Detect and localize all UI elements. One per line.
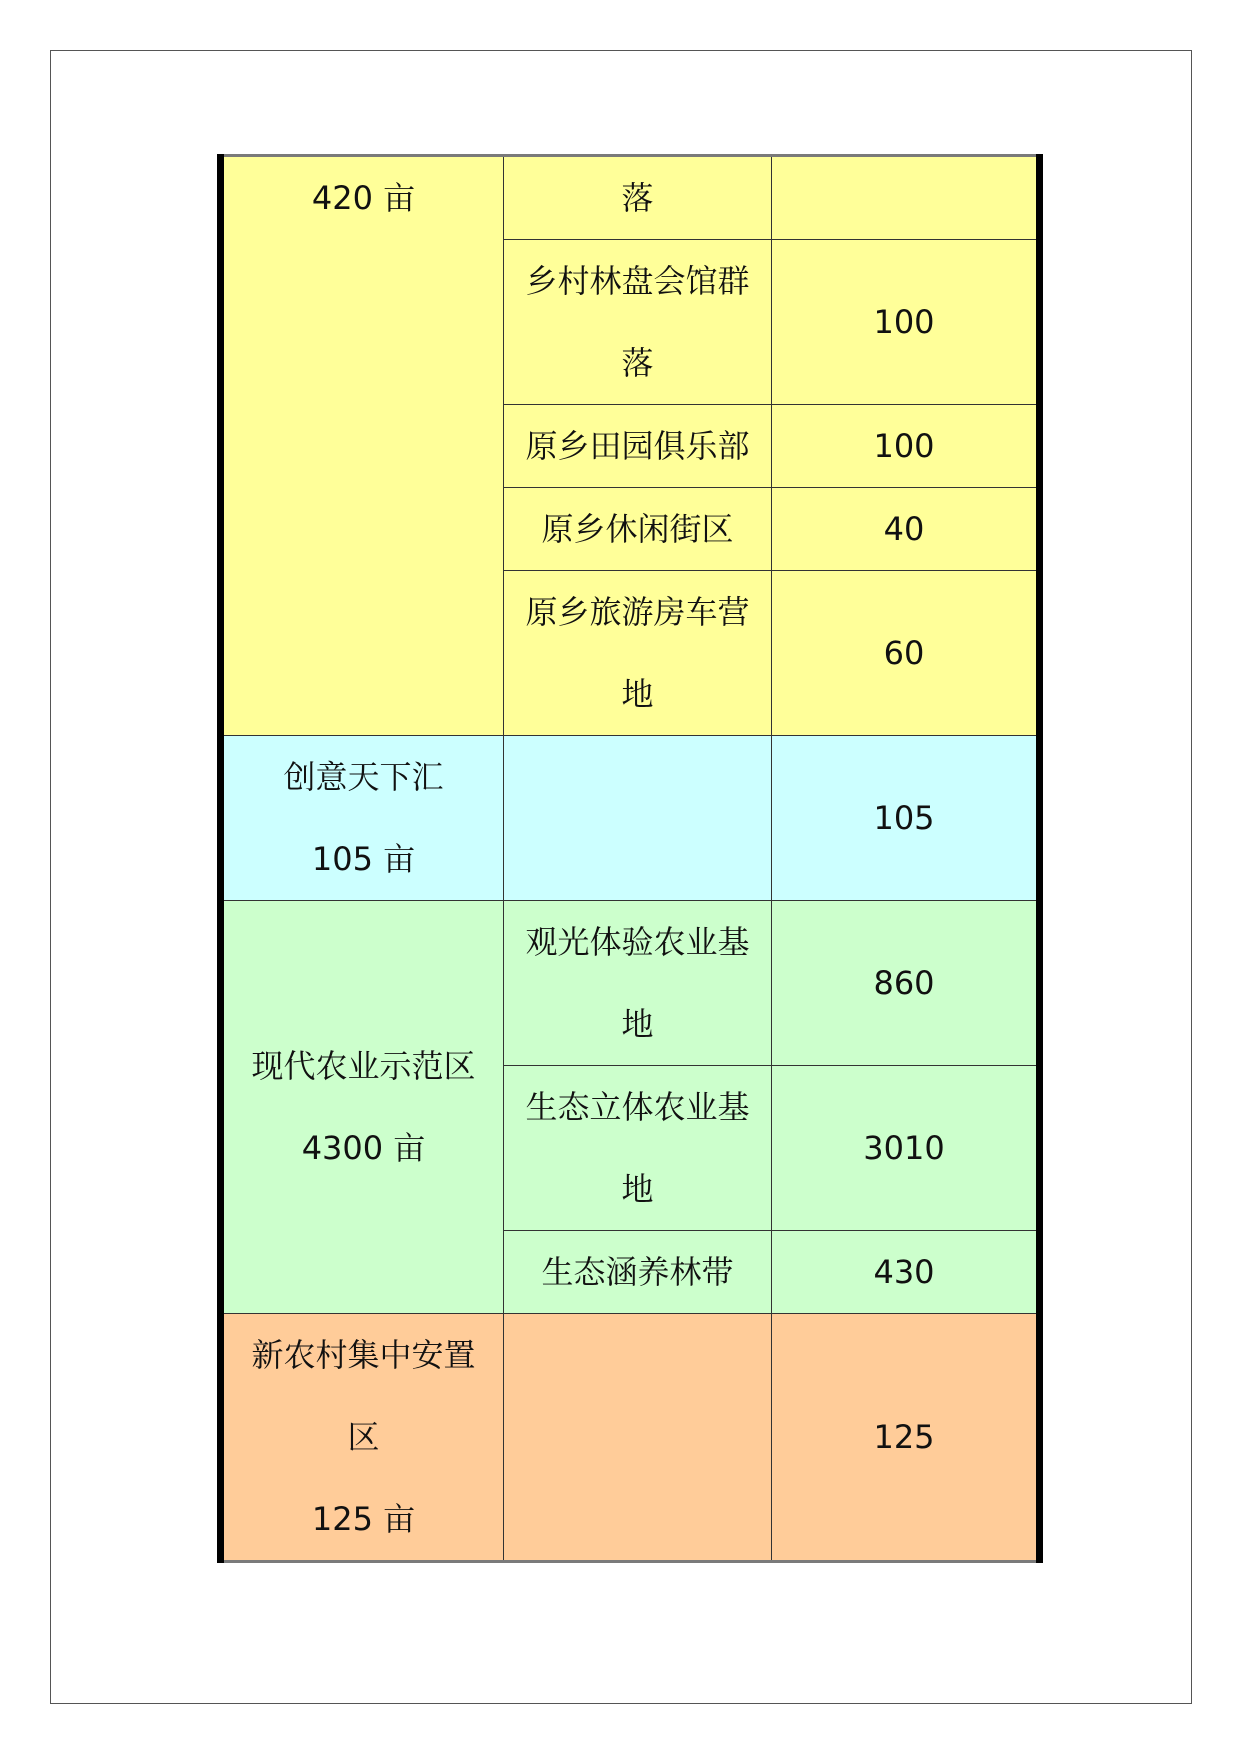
project-name: 落 <box>504 156 772 240</box>
zone-area: 420 亩 <box>311 179 416 217</box>
project-value: 3010 <box>772 1066 1040 1231</box>
table-row <box>221 156 1040 240</box>
project-value: 60 <box>772 571 1040 736</box>
land-use-table <box>217 154 1043 1563</box>
zone-cell-chuangyi: 创意天下汇 105 亩 <box>221 736 504 901</box>
project-value: 105 <box>772 736 1040 901</box>
project-value: 125 <box>772 1314 1040 1562</box>
zone-cell-xinnongcun: 新农村集中安置 区 125 亩 <box>221 1314 504 1562</box>
project-name <box>504 736 772 901</box>
zone-cell-yuanxiang <box>221 156 504 736</box>
project-name: 乡村林盘会馆群 落 <box>504 240 772 405</box>
project-value <box>772 156 1040 240</box>
project-value: 100 <box>772 240 1040 405</box>
project-name: 生态涵养林带 <box>504 1231 772 1314</box>
project-value: 40 <box>772 488 1040 571</box>
project-value: 860 <box>772 901 1040 1066</box>
zone-cell-nongye: 现代农业示范区 4300 亩 <box>221 901 504 1314</box>
project-value: 100 <box>772 405 1040 488</box>
table-row <box>221 901 1040 1066</box>
project-name: 观光体验农业基 地 <box>504 901 772 1066</box>
project-name: 生态立体农业基 地 <box>504 1066 772 1231</box>
project-name: 原乡田园俱乐部 <box>504 405 772 488</box>
table-row <box>221 736 1040 901</box>
project-name: 原乡休闲街区 <box>504 488 772 571</box>
project-name: 原乡旅游房车营 地 <box>504 571 772 736</box>
project-value: 430 <box>772 1231 1040 1314</box>
table-row <box>221 1314 1040 1562</box>
project-name <box>504 1314 772 1562</box>
